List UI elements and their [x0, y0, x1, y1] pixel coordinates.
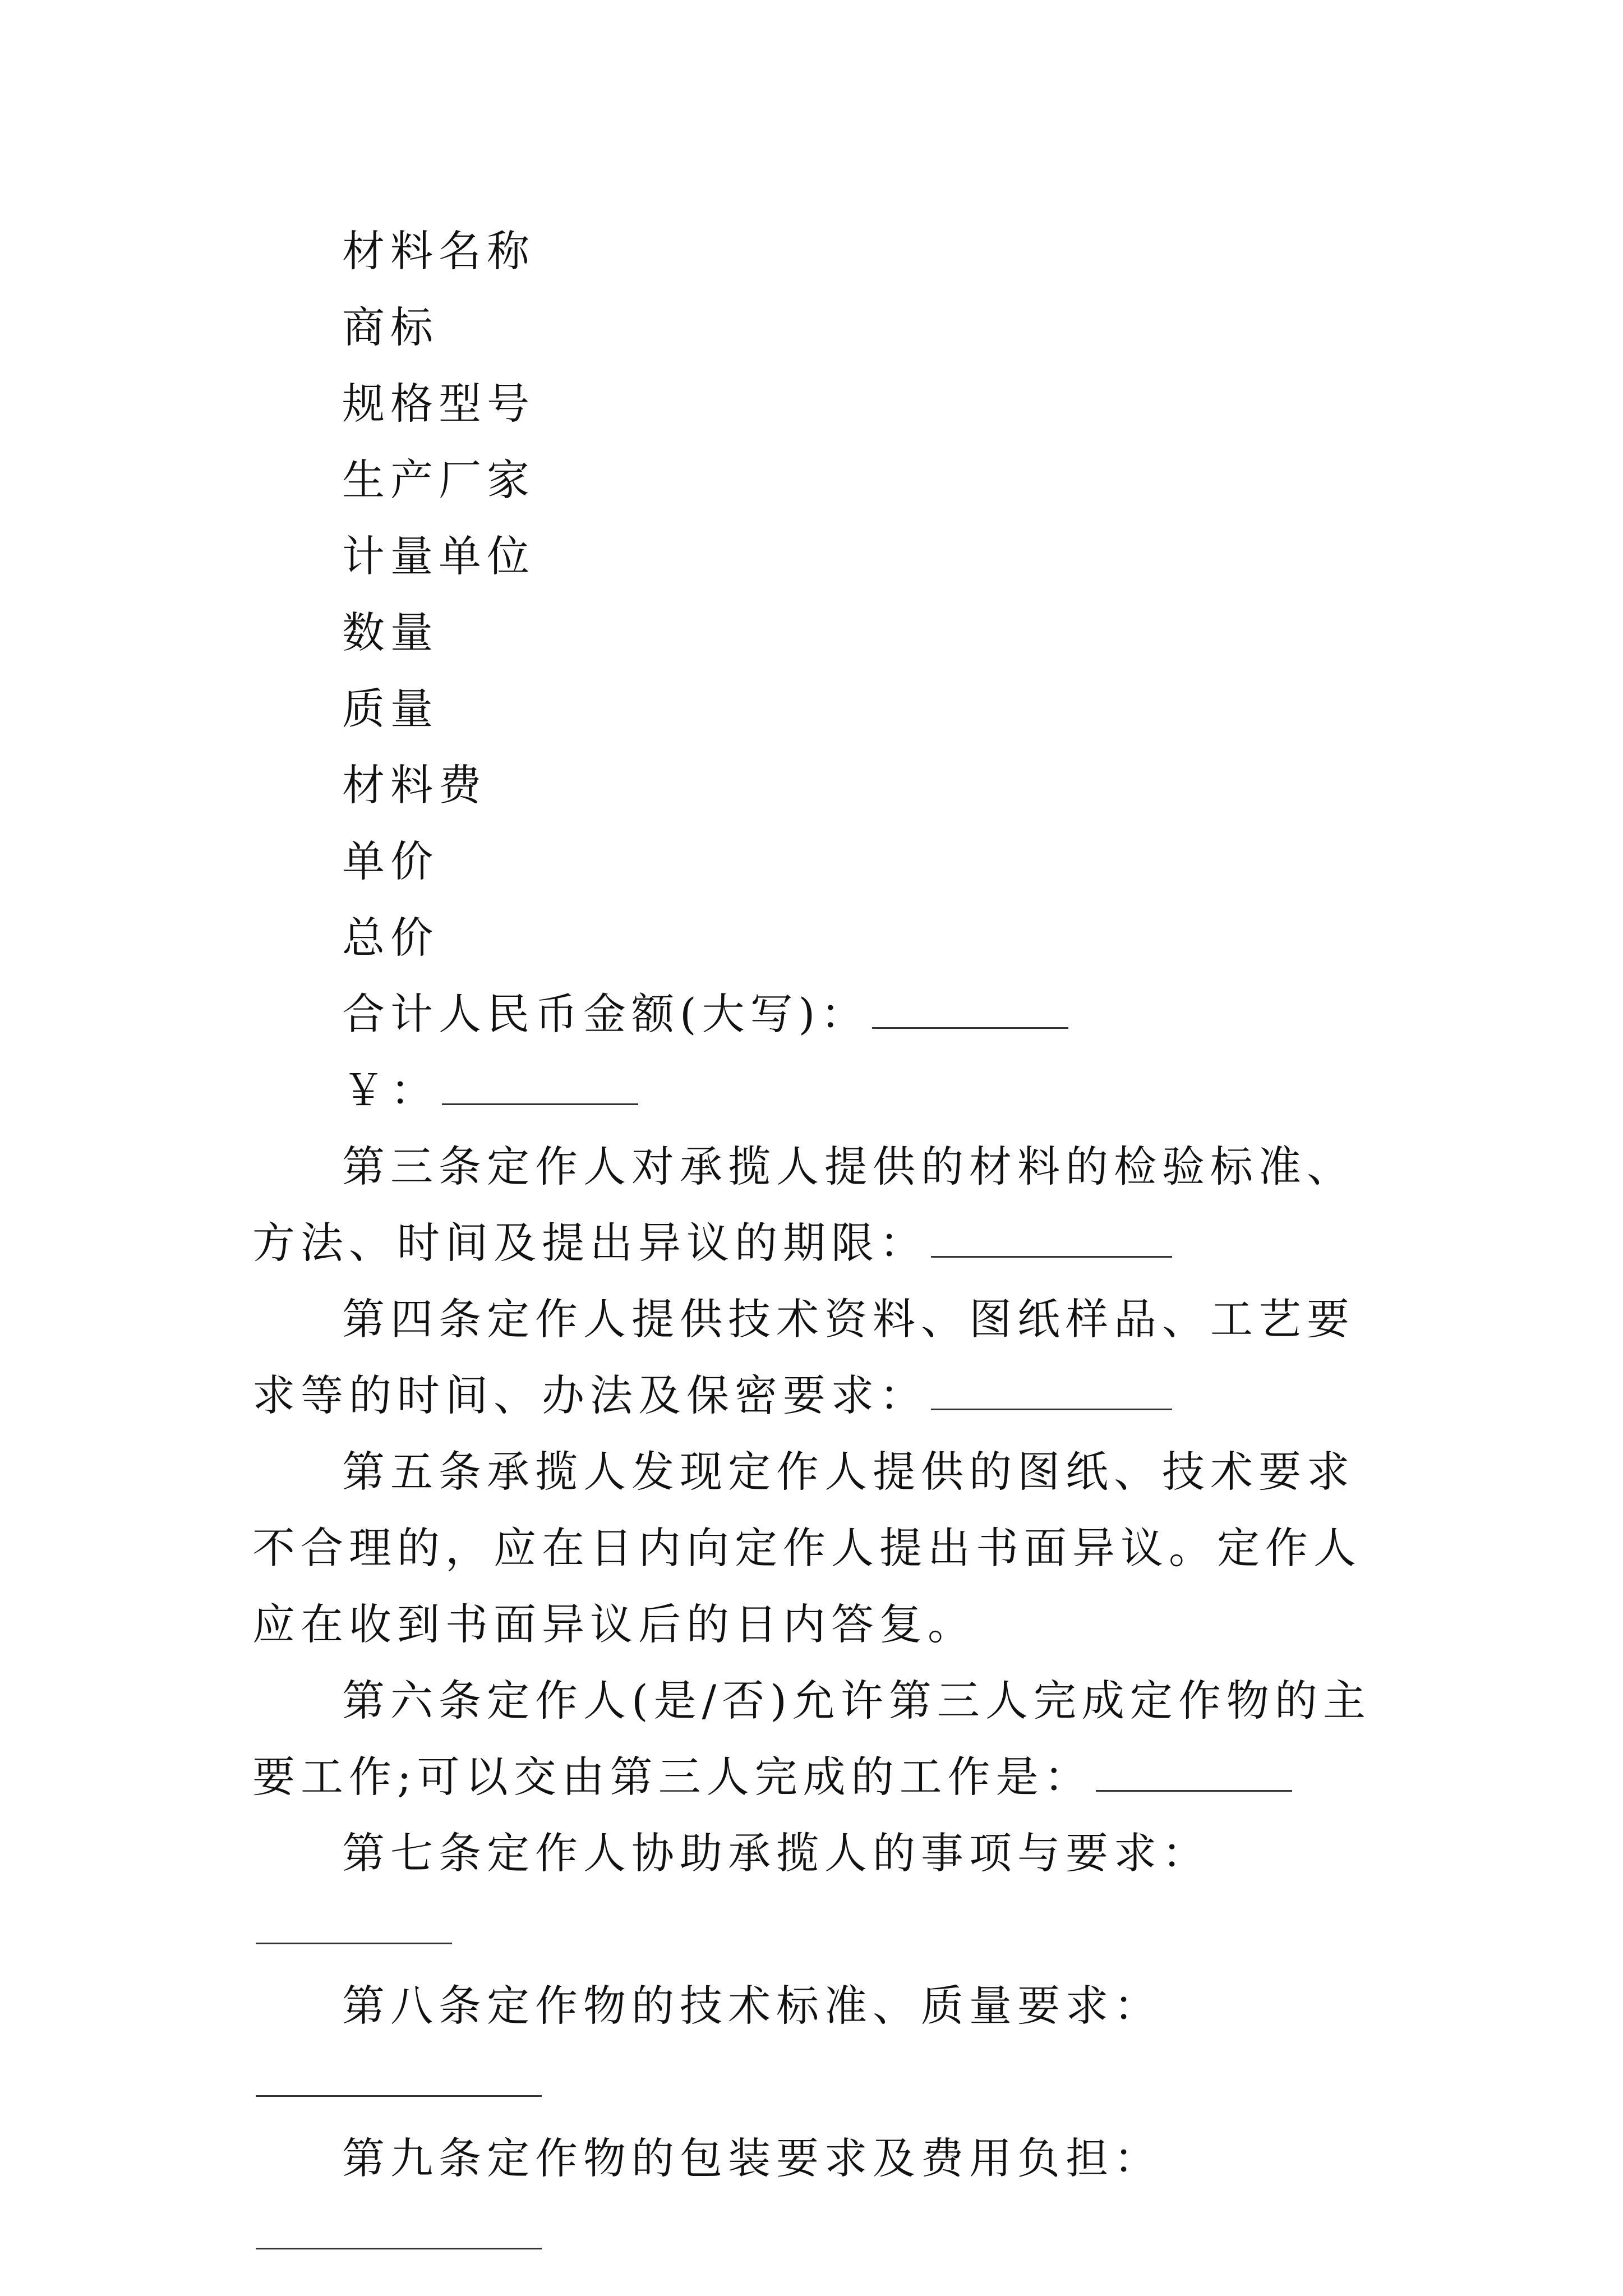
yuan-label: ￥： [342, 1065, 439, 1115]
total-amount-line [252, 976, 1380, 1052]
item-unit-price: 单价 [342, 836, 439, 886]
item-manufacturer: 生产厂家 [342, 455, 535, 505]
article-8-text: 第八条定作物的技术标准、质量要求： [342, 1981, 1162, 2031]
article-7-blank [256, 1937, 452, 1944]
article-6 [252, 1663, 1380, 1815]
article-9-blank [256, 2242, 542, 2249]
article-4-blank [931, 1403, 1172, 1410]
article-6-text: 第六条定作人(是/否)允许第三人完成定作物的主要工作;可以交由第三人完成的工作是： [252, 1676, 1371, 1802]
article-8-blank [256, 2090, 542, 2097]
article-3-text: 第三条定作人对承揽人提供的材料的检验标准、方法、时间及提出异议的期限： [252, 1142, 1355, 1268]
item-specification: 规格型号 [342, 379, 535, 429]
item-total-price: 总价 [342, 913, 439, 963]
article-7 [252, 1815, 1380, 1968]
article-3-blank [931, 1250, 1172, 1258]
article-4-text: 第四条定作人提供技术资料、图纸样品、工艺要求等的时间、办法及保密要求： [252, 1294, 1355, 1420]
total-amount-blank [872, 1022, 1068, 1029]
article-9 [252, 2120, 1380, 2273]
article-5 [252, 1434, 1380, 1663]
item-trademark: 商标 [342, 302, 439, 352]
item-quantity: 数量 [342, 608, 439, 657]
article-8 [252, 1968, 1380, 2120]
article-5-text: 第五条承揽人发现定作人提供的图纸、技术要求不合理的，应在日内向定作人提出书面异议。定作人应在收到书面异议后的日内答复。 [252, 1447, 1362, 1649]
item-unit: 计量单位 [342, 531, 535, 581]
article-4 [252, 1281, 1380, 1434]
item-material-name: 材料名称 [342, 226, 535, 276]
item-quality: 质量 [342, 684, 439, 734]
article-6-blank [1096, 1784, 1292, 1792]
article-3 [252, 1129, 1380, 1281]
yuan-blank [442, 1098, 638, 1105]
item-material-cost: 材料费 [342, 760, 487, 810]
total-amount-label: 合计人民币金额(大写)： [342, 989, 869, 1039]
article-9-text: 第九条定作物的包装要求及费用负担： [342, 2133, 1162, 2183]
yuan-line [252, 1052, 1380, 1129]
contract-body [252, 213, 1380, 2273]
article-7-text: 第七条定作人协助承揽人的事项与要求： [342, 1828, 1210, 1878]
